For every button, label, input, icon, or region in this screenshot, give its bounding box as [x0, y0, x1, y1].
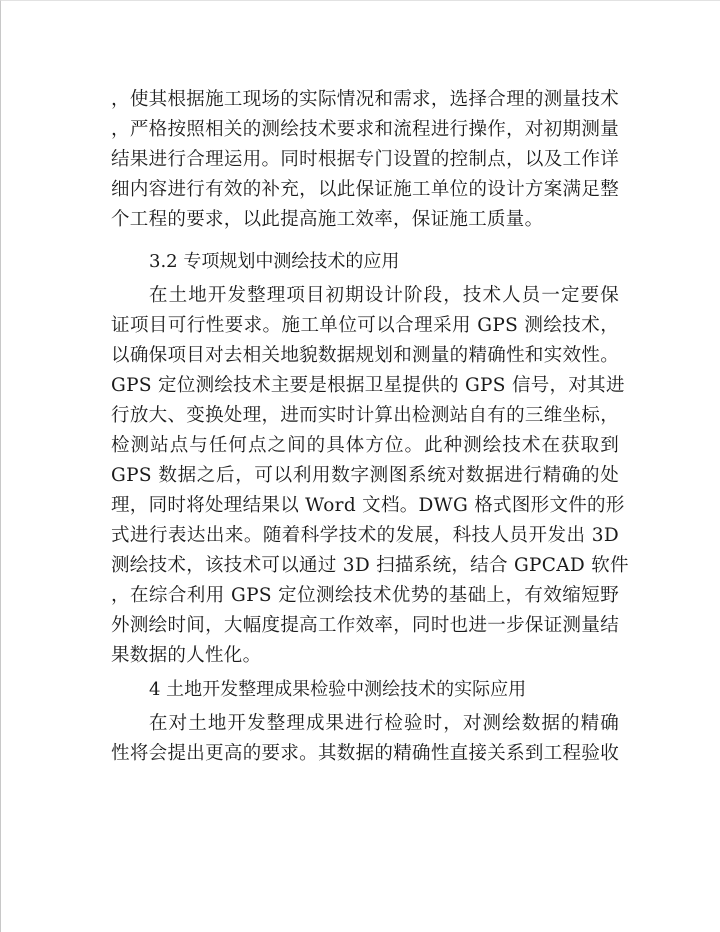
paragraph-line: 个工程的要求，以此提高施工效率，保证施工质量。 [111, 209, 544, 230]
paragraph-line: 检测站点与任何点之间的具体方位。此种测绘技术在获取到 [111, 435, 619, 456]
paragraph-1 [111, 85, 619, 235]
section-heading-3-2: 3.2 专项规划中测绘技术的应用 [149, 251, 400, 272]
paragraph-line: 行放大、变换处理，进而实时计算出检测站自有的三维坐标， [111, 405, 619, 426]
paragraph-line: 在对土地开发整理成果进行检验时，对测绘数据的精确 [149, 713, 619, 734]
paragraph-line: 在土地开发整理项目初期设计阶段，技术人员一定要保 [149, 285, 619, 306]
paragraph-line: 测绘技术，该技术可以通过 3D 扫描系统，结合 GPCAD 软件 [111, 555, 629, 576]
paragraph-line: 理，同时将处理结果以 Word 文档。DWG 格式图形文件的形 [111, 495, 625, 516]
paragraph-line: 结果进行合理运用。同时根据专门设置的控制点，以及工作详 [111, 149, 619, 170]
paragraph-line: GPS 定位测绘技术主要是根据卫星提供的 GPS 信号，对其进 [111, 375, 625, 396]
paragraph-line: 式进行表达出来。随着科学技术的发展，科技人员开发出 3D [111, 525, 619, 546]
section-heading-4: 4 土地开发整理成果检验中测绘技术的实际应用 [149, 679, 527, 700]
paragraph-3 [111, 709, 619, 769]
paragraph-line: 性将会提出更高的要求。其数据的精确性直接关系到工程验收 [111, 743, 619, 764]
paragraph-line: 外测绘时间，大幅度提高工作效率，同时也进一步保证测量结 [111, 615, 619, 636]
paragraph-line: ，在综合利用 GPS 定位测绘技术优势的基础上，有效缩短野 [111, 585, 619, 606]
paragraph-2 [111, 281, 629, 671]
paragraph-line: 以确保项目对去相关地貌数据规划和测量的精确性和实效性。 [111, 345, 619, 366]
paragraph-line: ，使其根据施工现场的实际情况和需求，选择合理的测量技术 [111, 89, 619, 110]
paragraph-line: ，严格按照相关的测绘技术要求和流程进行操作，对初期测量 [111, 119, 619, 140]
document-body [111, 85, 629, 769]
paragraph-line: 果数据的人性化。 [111, 645, 262, 666]
paragraph-line: 证项目可行性要求。施工单位可以合理采用 GPS 测绘技术， [111, 315, 619, 336]
paragraph-line: 细内容进行有效的补充，以此保证施工单位的设计方案满足整 [111, 179, 619, 200]
paragraph-line: GPS 数据之后，可以利用数字测图系统对数据进行精确的处 [111, 465, 619, 486]
